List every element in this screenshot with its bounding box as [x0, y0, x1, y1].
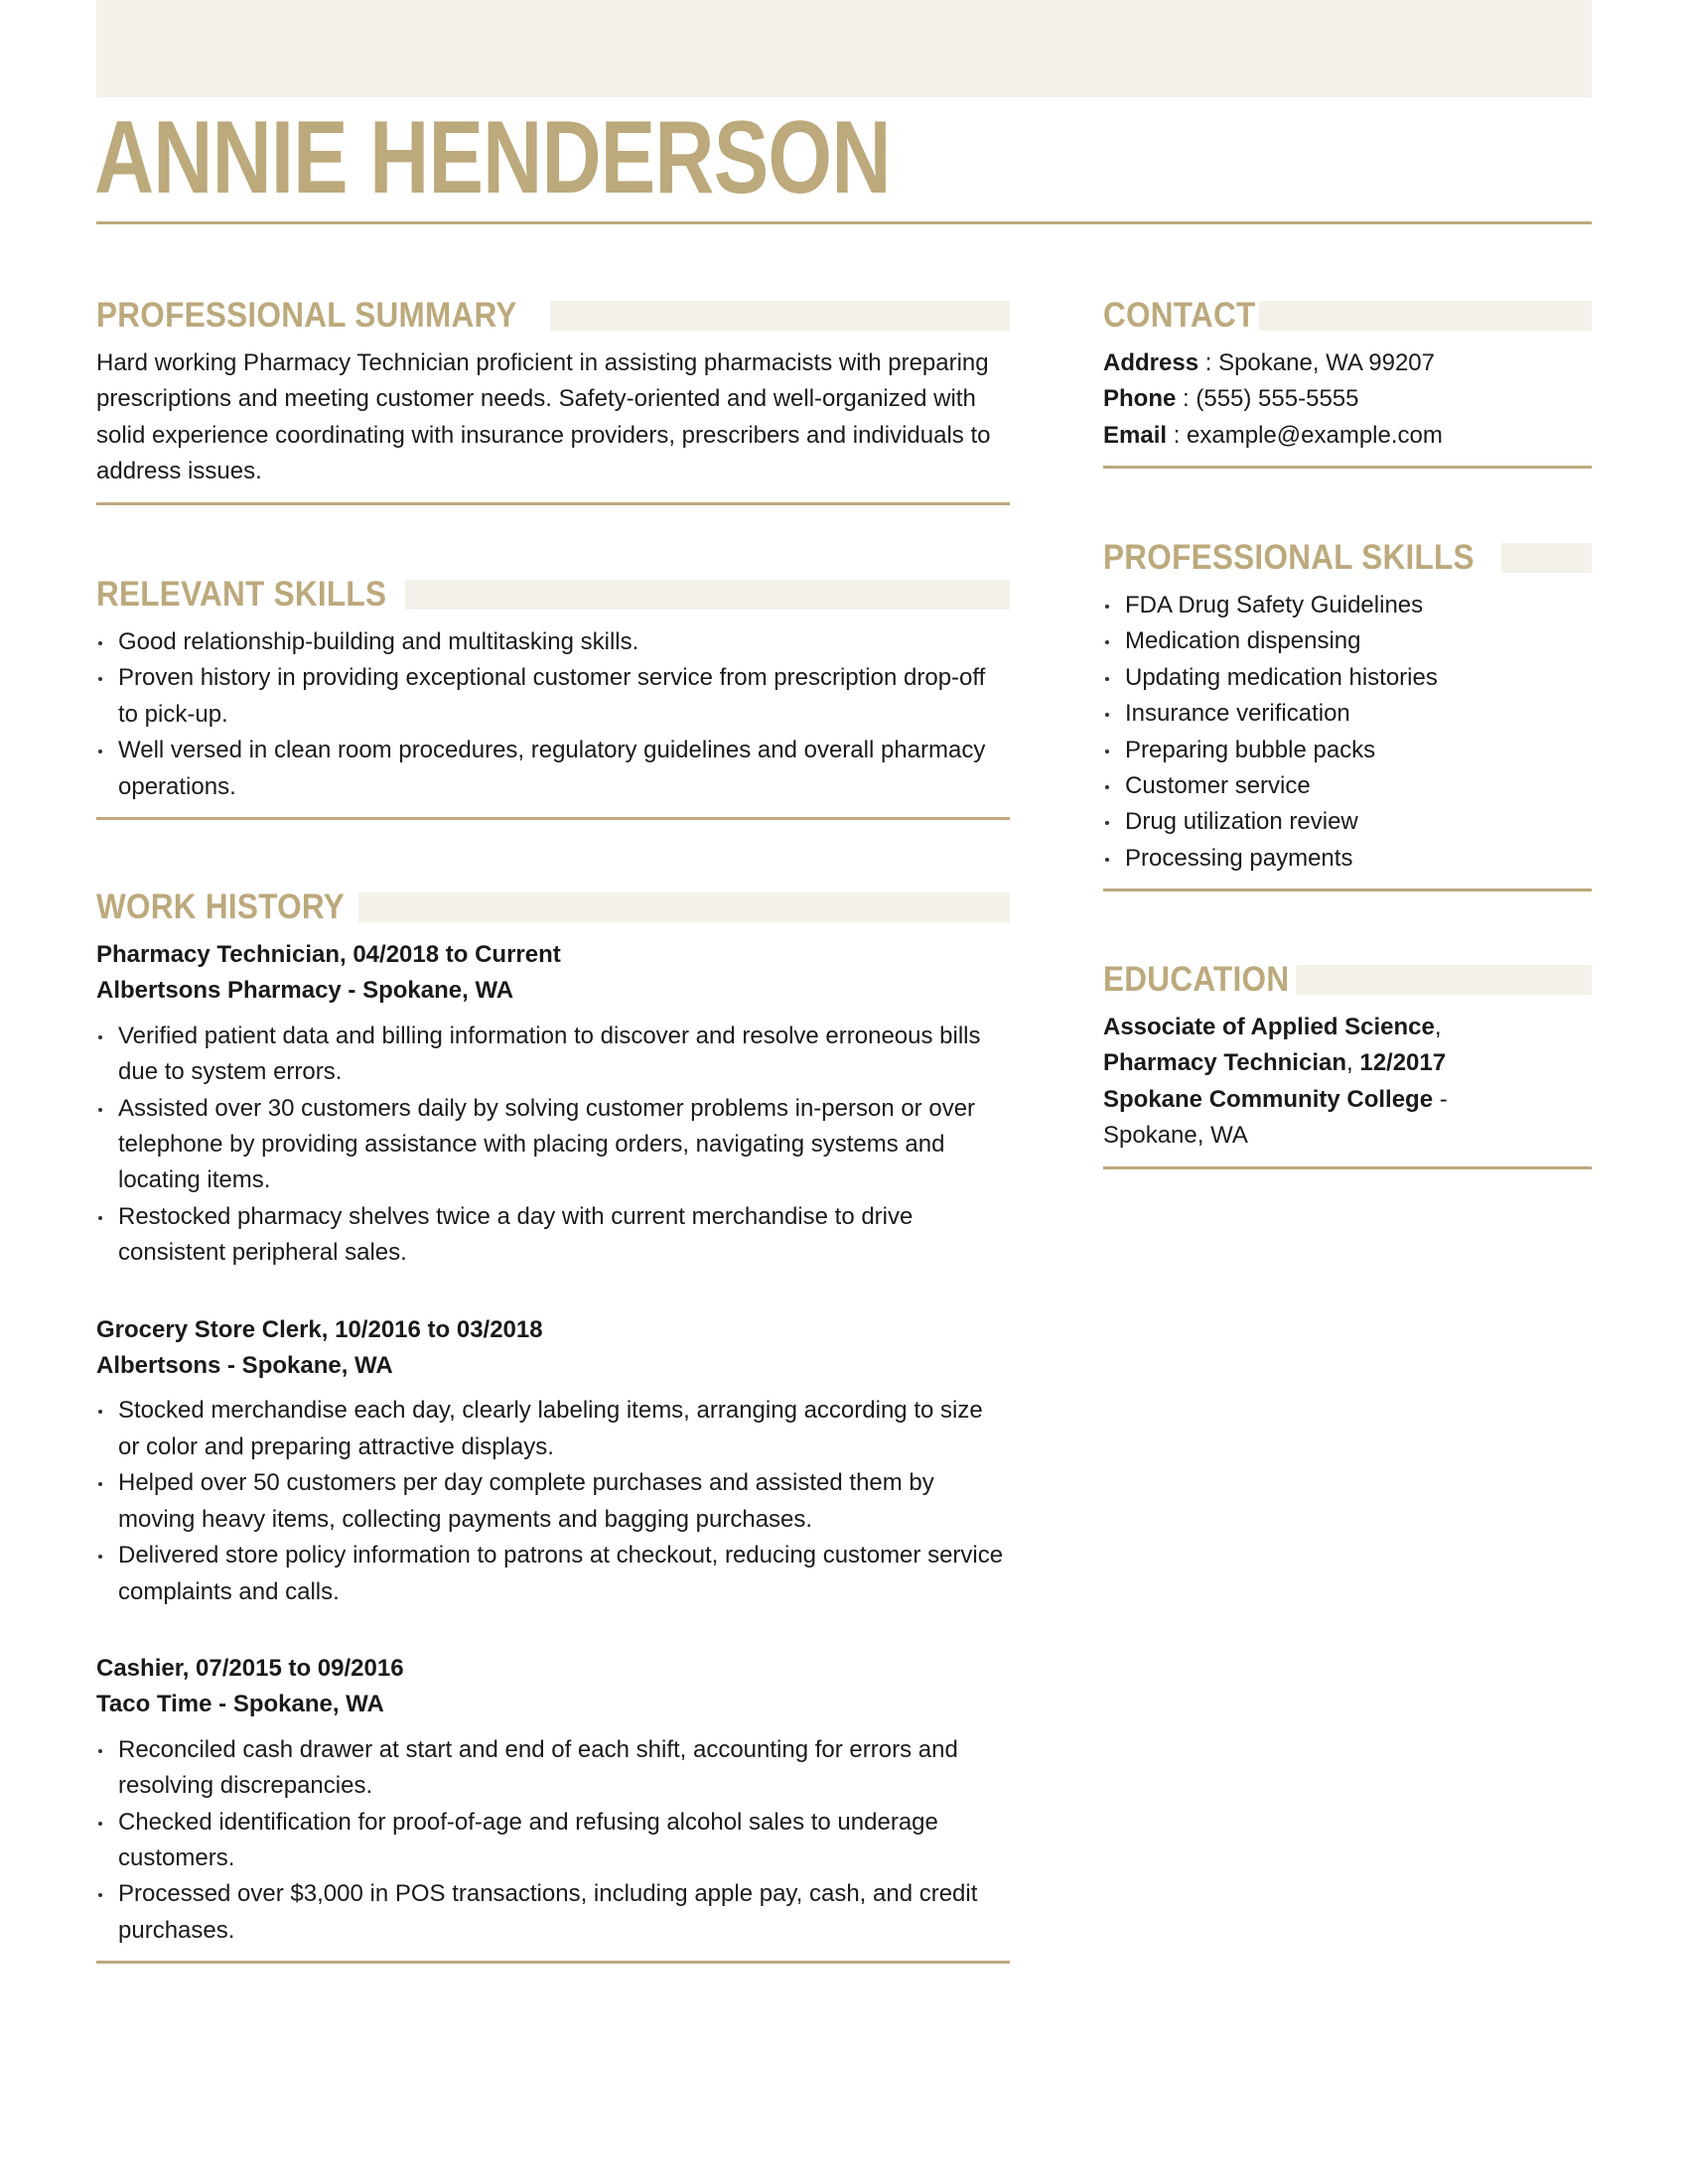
graduation-date: 12/2017: [1359, 1049, 1447, 1077]
separator: :: [1198, 349, 1219, 376]
list-item: Reconciled cash drawer at start and end of each shift, accounting for errors and resolving discrepancies.: [96, 1732, 1010, 1805]
relevant-skills-section: [96, 575, 1010, 820]
contact-address: [1103, 345, 1592, 381]
section-divider: [1103, 1166, 1592, 1169]
email-label: Email: [1103, 421, 1168, 449]
field-of-study: Pharmacy Technician: [1103, 1049, 1346, 1077]
list-item: Checked identification for proof-of-age and refusing alcohol sales to underage customers.: [96, 1805, 1010, 1877]
professional-skills-section: [1103, 538, 1592, 891]
heading-bar: [1259, 301, 1592, 331]
section-title: PROFESSIONAL SUMMARY: [96, 296, 517, 335]
job-company: Albertsons Pharmacy - Spokane, WA: [96, 977, 514, 1005]
heading-bar: [405, 580, 1010, 610]
list-item: FDA Drug Safety Guidelines: [1103, 588, 1592, 623]
section-divider: [96, 1961, 1010, 1964]
job-entry: [96, 1312, 1010, 1610]
list-item: Helped over 50 customers per day complete purchases and assisted them by moving heavy items, collecting payments and bagging purchases.: [96, 1465, 1010, 1538]
list-item: Delivered store policy information to patrons at checkout, reducing customer service complaints and calls.: [96, 1538, 1010, 1610]
job-title: Pharmacy Technician, 04/2018 to Current: [96, 941, 561, 968]
list-item: Insurance verification: [1103, 696, 1592, 732]
summary-text: Hard working Pharmacy Technician proficient in assisting pharmacists with preparing prescriptions and meeting customer needs. Safety-oriented and well-organized with solid experience coordinating with insurance providers, prescribers and individuals to address issues.: [96, 349, 991, 485]
heading-bar: [1296, 965, 1592, 995]
work-history-section: [96, 887, 1010, 1964]
job-title: Cashier, 07/2015 to 09/2016: [96, 1654, 404, 1682]
heading-bar: [1501, 543, 1592, 573]
heading-bar: [358, 892, 1010, 922]
section-title: EDUCATION: [1103, 960, 1290, 999]
job-title: Grocery Store Clerk, 10/2016 to 03/2018: [96, 1315, 543, 1343]
address-value: Spokane, WA 99207: [1218, 349, 1435, 376]
list-item: Assisted over 30 customers daily by solving customer problems in-person or over telephone by providing assistance with placing orders, navigating systems and locating items.: [96, 1091, 1010, 1199]
degree: Associate of Applied Science: [1103, 1014, 1435, 1040]
job-company: Albertsons - Spokane, WA: [96, 1352, 393, 1380]
list-item: Stocked merchandise each day, clearly labeling items, arranging according to size or color and preparing attractive displays.: [96, 1393, 1010, 1465]
list-item: Preparing bubble packs: [1103, 733, 1592, 768]
section-title: RELEVANT SKILLS: [96, 575, 387, 614]
section-title: CONTACT: [1103, 296, 1256, 335]
candidate-name: ANNIE HENDERSON: [94, 100, 891, 215]
list-item: Processed over $3,000 in POS transactions, including apple pay, cash, and credit purchases.: [96, 1876, 1010, 1949]
section-divider: [1103, 888, 1592, 891]
contact-phone: [1103, 381, 1592, 417]
contact-section: [1103, 296, 1592, 469]
professional-summary-section: [96, 296, 1010, 505]
list-item: Good relationship-building and multitasking skills.: [96, 624, 1010, 660]
section-title: PROFESSIONAL SKILLS: [1103, 538, 1475, 577]
phone-label: Phone: [1103, 385, 1177, 413]
list-item: Verified patient data and billing information to discover and resolve erroneous bills due to system errors.: [96, 1019, 1010, 1091]
header-band: [96, 0, 1592, 97]
list-item: Restocked pharmacy shelves twice a day with current merchandise to drive consistent peripheral sales.: [96, 1199, 1010, 1272]
header-divider: [96, 221, 1592, 224]
list-item: Well versed in clean room procedures, regulatory guidelines and overall pharmacy operations.: [96, 733, 1010, 805]
list-item: Proven history in providing exceptional customer service from prescription drop-off to pick-up.: [96, 660, 1010, 733]
list-item: Processing payments: [1103, 841, 1592, 877]
list-item: Drug utilization review: [1103, 804, 1592, 840]
education-section: EDUCATION Associate of Applied Science, Pharmacy Technician, 12/2017 Spokane Community College - Spokane, WA: [1103, 960, 1592, 1169]
section-divider: [96, 502, 1010, 505]
email-value[interactable]: example@example.com: [1187, 421, 1443, 449]
list-item: Customer service: [1103, 768, 1592, 804]
job-entry: [96, 937, 1010, 1272]
list-item: Medication dispensing: [1103, 623, 1592, 659]
separator: :: [1167, 421, 1188, 449]
address-label: Address: [1103, 349, 1199, 376]
school-location: Spokane, WA: [1103, 1122, 1248, 1150]
section-divider: [1103, 466, 1592, 469]
section-divider: [96, 817, 1010, 820]
job-company: Taco Time - Spokane, WA: [96, 1691, 384, 1718]
heading-bar: [550, 301, 1010, 331]
section-title: WORK HISTORY: [96, 887, 346, 926]
separator: :: [1176, 385, 1196, 413]
school-name: Spokane Community College: [1103, 1085, 1434, 1113]
job-entry: [96, 1651, 1010, 1949]
list-item: Updating medication histories: [1103, 660, 1592, 696]
phone-value: (555) 555-5555: [1196, 385, 1359, 413]
contact-email: [1103, 418, 1592, 454]
